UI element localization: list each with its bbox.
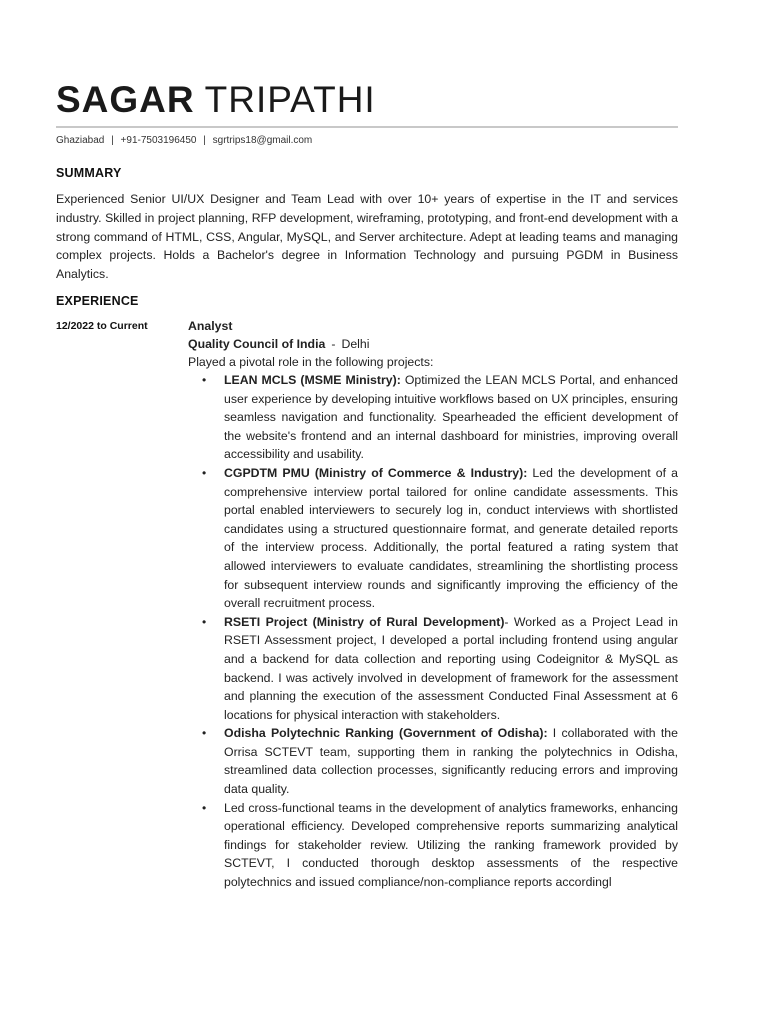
summary-heading: SUMMARY	[56, 166, 122, 180]
list-item	[188, 371, 678, 464]
project-description: Optimized the LEAN MCLS Portal, and enhanced user experience by developing intuitive workflows based on UX principles, ensuring seamless navigation and functionality. Spearheaded the efficient development of the website's frontend and an internal dashboard for ministries, improving overall accessibility and usability.	[224, 373, 678, 462]
project-list	[188, 371, 678, 892]
contact-separator: |	[203, 135, 206, 146]
first-name: SAGAR	[56, 79, 195, 120]
list-item	[188, 799, 678, 892]
bullet-icon: •	[202, 726, 207, 741]
job-organization: Quality Council of India	[188, 337, 326, 351]
contact-location: Ghaziabad	[56, 135, 105, 146]
project-description: Led the development of a comprehensive interview portal tailored for online candidate assessments. This portal enabled interviewers to securely log in, conduct interviews with shortlisted candidates using a structured questionnaire format, and generate detailed reports of the interview process. Additionally, the portal featured a rating system that allowed interviewers to evaluate candidates, streamlining the shortlisting process for subsequent interview rounds and significantly improving the efficiency of the overall recruitment process.	[224, 465, 678, 611]
contact-separator: |	[111, 135, 114, 146]
experience-heading: EXPERIENCE	[56, 294, 139, 308]
list-item	[188, 724, 678, 798]
job-title: Analyst	[188, 319, 233, 333]
bullet-icon: •	[202, 373, 207, 387]
project-description: - Worked as a Project Lead in RSETI Assessment project, I developed a portal including frontend using angular and a backend for data collection and reporting using Codeignitor & MySQL as backend. I was actively involved in development of framework for the assessment and planning the execution of the assessment Conducted Final Assessment at 6 locations for physical interaction with stakeholders.	[224, 614, 678, 722]
candidate-name	[56, 78, 376, 122]
bullet-icon: •	[202, 465, 207, 480]
job-entry	[188, 317, 678, 892]
project-title: Odisha Polytechnic Ranking (Government of Odisha):	[224, 726, 548, 741]
project-description: Led cross-functional teams in the development of analytics frameworks, enhancing operational efficiency. Developed comprehensive reports summarizing analytical findings for stakeholder review. Utilizing the ranking framework provided by SCTEVT, I conducted thorough desktop assessments of the respective polytechnics and issued compliance/non-compliance reports accordingl	[224, 800, 678, 890]
org-location-separator: -	[331, 337, 336, 351]
job-date: 12/2022 to Current	[56, 320, 148, 332]
bullet-icon: •	[202, 614, 207, 629]
project-description: I collaborated with the Orrisa SCTEVT team, supporting them in ranking the polytechnics in Odisha, streamlined data collection processes, significantly reducing errors and improving data quality.	[224, 726, 678, 797]
bullet-icon: •	[202, 800, 207, 815]
project-title: CGPDTM PMU (Ministry of Commerce & Industry):	[224, 465, 528, 480]
list-item	[188, 613, 678, 725]
header-divider	[56, 126, 678, 128]
job-location: Delhi	[341, 337, 370, 351]
contact-phone: +91-7503196450	[120, 135, 197, 146]
last-name: TRIPATHI	[204, 79, 376, 120]
contact-email: sgrtrips18@gmail.com	[212, 135, 313, 146]
project-title: LEAN MCLS (MSME Ministry):	[224, 373, 401, 387]
project-title: RSETI Project (Ministry of Rural Development)	[224, 614, 505, 629]
job-organization-line	[188, 335, 678, 353]
job-intro: Played a pivotal role in the following projects:	[188, 355, 434, 369]
summary-text: Experienced Senior UI/UX Designer and Team Lead with over 10+ years of expertise in the IT and services industry. Skilled in project planning, RFP development, wireframing, prototyping, and front-end development with a strong command of HTML, CSS, Angular, MySQL, and Server architecture. Adept at leading teams and managing complex projects. Holds a Bachelor's degree in Information Technology and pursuing PGDM in Business Analytics.	[56, 192, 678, 282]
contact-line	[56, 134, 312, 148]
list-item	[188, 464, 678, 613]
